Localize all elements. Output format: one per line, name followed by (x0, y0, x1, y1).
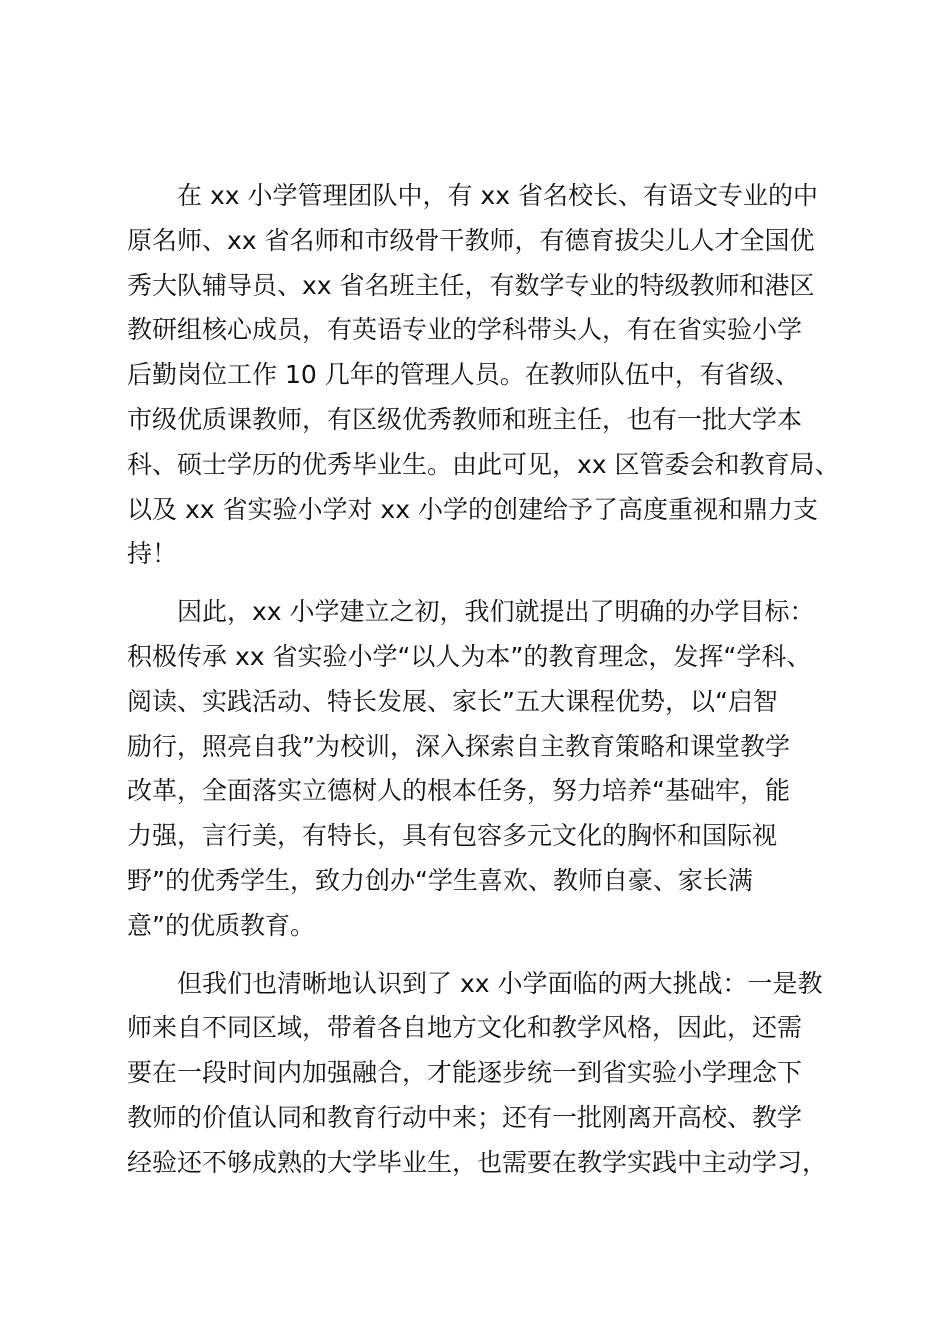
document-body (127, 174, 857, 1186)
paragraph-1-line-7: 科、硕士学历的优秀毕业生。由此可见，xx 区管委会和教育局、 (127, 449, 840, 479)
paragraph-2-line-4: 励行，照亮自我”为校训，深入探索自主教育策略和课堂教学 (127, 731, 790, 761)
paragraph-2-line-2: 积极传承 xx 省实验小学“以人为本”的教育理念，发挥“学科、 (127, 641, 812, 671)
paragraph-2-line-3: 阅读、实践活动、特长发展、家长”五大课程优势，以“启智 (127, 686, 778, 716)
paragraph-1-line-5: 后勤岗位工作 10 几年的管理人员。在教师队伍中，有省级、 (127, 360, 800, 390)
paragraph-3-line-4: 教师的价值认同和教育行动中来；还有一批刚离开高校、教学 (127, 1102, 803, 1132)
paragraph-1-line-2: 原名师、xx 省名师和市级骨干教师，有德育拔尖儿人才全国优 (127, 225, 815, 255)
paragraph-2-line-7: 野”的优秀学生，致力创办“学生喜欢、教师自豪、家长满 (127, 865, 753, 895)
paragraph-1-line-3: 秀大队辅导员、xx 省名班主任，有数学专业的特级教师和港区 (127, 270, 815, 300)
paragraph-3-line-1: 但我们也清晰地认识到了 xx 小学面临的两大挑战：一是教 (177, 968, 823, 998)
paragraph-2-line-8: 意”的优质教育。 (127, 910, 315, 940)
paragraph-1-line-4: 教研组核心成员，有英语专业的学科带头人，有在省实验小学 (127, 315, 803, 345)
paragraph-3-line-5: 经验还不够成熟的大学毕业生，也需要在教学实践中主动学习， (127, 1147, 828, 1177)
paragraph-3-line-3: 要在一段时间内加强融合，才能逐步统一到省实验小学理念下 (127, 1058, 803, 1088)
paragraph-1-line-6: 市级优质课教师，有区级优秀教师和班主任，也有一批大学本 (127, 404, 803, 434)
paragraph-1-line-9: 持！ (127, 539, 178, 569)
paragraph-1-line-1: 在 xx 小学管理团队中，有 xx 省名校长、有语文专业的中 (177, 181, 818, 210)
paragraph-1-line-8: 以及 xx 省实验小学对 xx 小学的创建给予了高度重视和鼎力支 (127, 494, 818, 524)
paragraph-2-line-6: 力强，言行美，有特长，具有包容多元文化的胸怀和国际视 (127, 821, 778, 851)
paragraph-3-line-2: 师来自不同区域，带着各自地方文化和教学风格，因此，还需 (127, 1013, 803, 1043)
paragraph-2-line-1: 因此，xx 小学建立之初，我们就提出了明确的办学目标： (177, 597, 815, 627)
paragraph-2-line-5: 改革，全面落实立德树人的根本任务，努力培养“基础牢，能 (127, 776, 790, 806)
